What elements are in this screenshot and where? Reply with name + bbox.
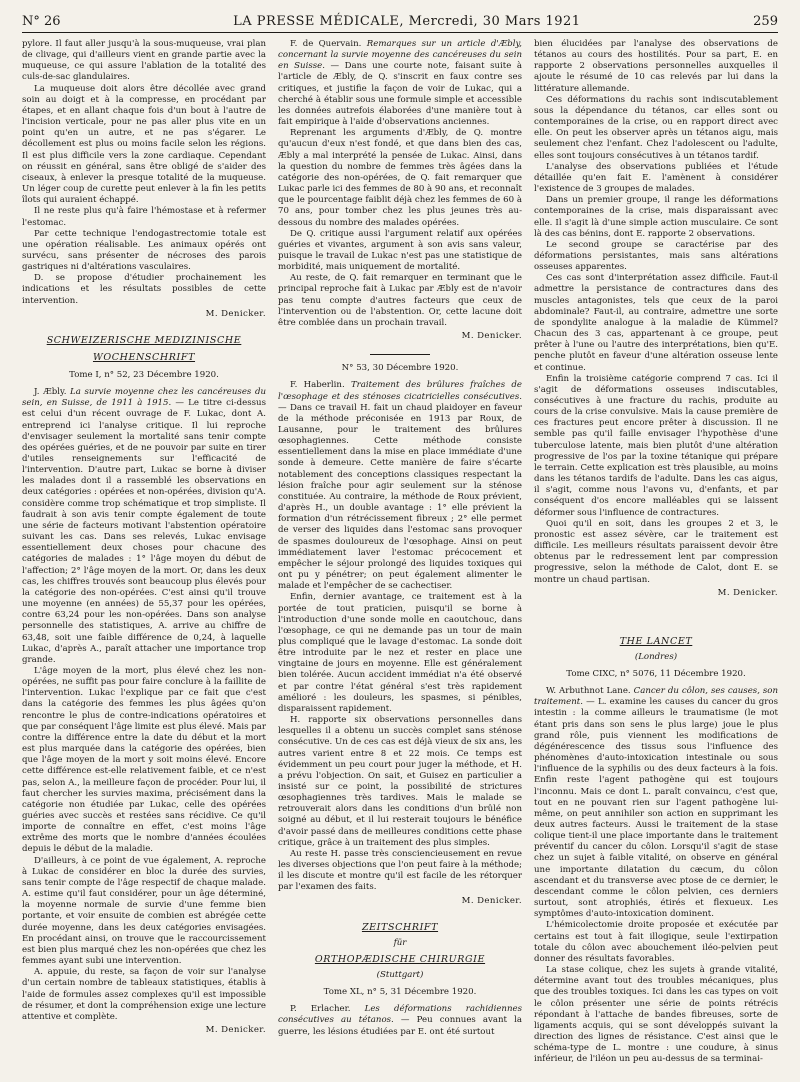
- column-1: [22, 39, 266, 1071]
- paragraph: Il ne reste plus qu'à faire l'hémostase et à refermer l'estomac.: [22, 206, 266, 228]
- article-title: Cancer du côlon, ses causes, son traitement.: [534, 686, 778, 708]
- paragraph: Enfin la troisième catégorie comprend 7 cas. Ici il s'agit de déformations osseuses indiscutables, consécutives à une fracture du rachis, produite au cours de la crise convulsive. Mais la cause première de ces fractures peut encore prêter à discussion. Il ne semble pas qu'il faille envisager l'hypothèse d'une tuberculose latente, mais bien plutôt d'une altération progressive de l'os par la toxine tétanique qui prépare le terrain. Cette explication est très plausible, au moins dans les tétanos tardifs de l'adulte. Dans les cas aigus, il s'agit, comme nous l'avons vu, d'enfants, et par conséquent d'os encore malléables qui se laissent déformer sous l'influence de contractures.: [534, 373, 778, 518]
- article-author: W. Arbuthnot Lane.: [546, 686, 631, 697]
- article-abstract: [278, 380, 522, 592]
- article-text: — Dans une courte note, faisant suite à l'article de Æbly, de Q. s'inscrit en faux contre ses critiques, et justifie la façon de voir de Lukac, qui a cherché à établir sous une formule simple et accessible les données autrefois élaborées d'une manière tout à fait empirique à l'aide d'observations anciennes.: [278, 61, 522, 128]
- section-title: THE LANCET: [619, 635, 693, 647]
- paragraph: D. se propose d'étudier prochainement les indications et les résultats possibles de cette intervention.: [22, 273, 266, 306]
- article-abstract: [278, 39, 522, 128]
- paragraph: Ces cas sont d'interprétation assez difficile. Faut-il admettre la persistance de contractures dans des muscles antagonistes, tels que ceux de la paroi abdominale? Faut-il, au contraire, admettre une sorte de spondylite analogue à la maladie de Kümmel? Chacun des 3 cas, appartenant à ce groupe, peut prêter à l'une ou l'autre des interprétations, bien qu'E. penche plutôt en faveur d'une altération osseuse lente et continue.: [534, 273, 778, 373]
- signature: M. Denicker.: [205, 308, 266, 319]
- paragraph: La muqueuse doit alors être décollée avec grand soin au doigt et à la compresse, en procédant par étapes, et en allant chaque fois d'un bout à l'autre de l'incision verticale, pour ne pas aller plus vite en un point qu'en un autre, et ne pas s'égarer. Le décollement est plus ou moins facile selon les régions. Il est plus difficile vers la zone cardiaque. Cependant on réussit en général, sans être obligé de s'aider des ciseaux, à enlever la presque totalité de la muqueuse. Un léger coup de curette peut enlever à la fin les petits îlots qui auraient échappé.: [22, 83, 266, 206]
- article-text: — Dans ce travail H. fait un chaud plaidoyer en faveur de la méthode préconisée en 1913 par Roux, de Lausanne, pour le traitement des brûlures œsophagiennes. Cette méthode consiste essentiellement dans la mise en place immédiate d'une sonde à demeure. Cette manière de faire s'écarte notablement des conceptions classiques respectant la lésion fraîche pour agir seulement sur la sténose constituée. Au contraire, la méthode de Roux prévient, d'après H., un double avantage : 1° elle prévient la formation d'un rétrécissement fibreux ; 2° elle permet de verser des liquides dans l'estomac sans provoquer de spasmes douloureux de l'œsophage. Ainsi on peut immédiatement laver l'estomac précocement et empêcher le séjour prolongé des liquides toxiques qui ont pu y pénétrer; on peut également alimenter le malade et l'empêcher de se cachectiser.: [278, 402, 522, 592]
- paragraph: Au reste H. passe très consciencieusement en revue les diverses objections que l'on peut faire à la méthode; il les discute et montre qu'il est facile de les rétorquer par l'examen des faits.: [278, 848, 522, 893]
- article-author: P. Erlacher.: [290, 1004, 351, 1015]
- signature: M. Denicker.: [205, 1024, 266, 1035]
- paragraph: pylore. Il faut aller jusqu'à la sous-muqueuse, vrai plan de clivage, qui d'ailleurs vient en grande partie avec la muqueuse, ce qui assure l'ablation de la totalité des culs-de-sac glandulaires.: [22, 39, 266, 83]
- section-title: WOCHENSCHRIFT: [92, 351, 196, 363]
- paragraph: Dans un premier groupe, il range les déformations contemporaines de la crise, mais disparaissant avec elle. Il s'agit là d'une simple action musculaire. Ce sont là des cas bénins, dont E. rapporte 2 observations.: [534, 195, 778, 239]
- paragraph: L'analyse des observations publiées et l'étude détaillée qu'en fait E. l'amènent à considérer l'existence de 3 groupes de malades.: [534, 161, 778, 195]
- article-author: F. Haberlin.: [290, 380, 345, 391]
- section-title: ORTHOPÆDISCHE CHIRURGIE: [314, 953, 486, 965]
- paragraph: Ces déformations du rachis sont indiscutablement sous la dépendance du tétanos, car elles sont ou contemporaines de la crise, ou en rapport direct avec elle. On peut les observer après un tétanos aigu, mais seulement chez l'enfant. Chez l'adolescent ou l'adulte, elles sont toujours consécutives à un tétanos tardif.: [534, 94, 778, 161]
- issue-line: Tome I, n° 52, 23 Décembre 1920.: [69, 369, 219, 380]
- section-title: ZEITSCHRIFT: [361, 921, 439, 933]
- article-abstract: [278, 1004, 522, 1037]
- paragraph: Par cette technique l'endogastrectomie totale est une opération réalisable. Les animaux opérés ont survécu, sans présenter de nécroses des parois gastriques ni d'altérations vasculaires.: [22, 228, 266, 273]
- section-place: (Londres): [634, 651, 678, 662]
- article-author: J. Æbly.: [34, 387, 67, 398]
- section-title: SCHWEIZERISCHE MEDIZINISCHE: [46, 334, 242, 346]
- article-text: — Peu connues avant la guerre, les lésions étudiées par E. ont été surtout: [278, 1015, 522, 1037]
- signature: M. Denicker.: [461, 331, 522, 342]
- article-title: Remarques sur un article d'Æbly, concernant la survie moyenne des cancéreuses du sein en Suisse.: [278, 39, 522, 72]
- column-3: [534, 39, 778, 1071]
- article-text: — L. examine les causes du cancer du gros intestin : la comme ailleurs le traumatisme (le mot étant pris dans son sens le plus large) joue le plus grand rôle, puis viennent les modifications de dégénérescence des tissus sous l'influence des phénomènes d'auto-intoxication intestinale ou sous l'influence de la syphilis ou des deux facteurs à la fois. Enfin reste l'agent pathogène qui est toujours l'inconnu. Mais ce dont L. paraît convaincu, c'est que, tout en ne pouvant rien sur l'agent pathogène lui-même, on peut annihiler son action en supprimant les deux autres facteurs. Aussi le traitement de la stase colique tient-il une place importante dans le traitement préventif du cancer du côlon. Lorsqu'il s'agit de stase chez un sujet à faible vitalité, on observe en général une importante dilatation du cæcum, du côlon ascendant et du transverse avec ptose de ce dernier, le descendant comme le côlon pelvien, ces derniers surtout, sont atrophiés, étirés et flexueux. Les symptômes d'auto-intoxication dominent.: [534, 697, 778, 920]
- paragraph: L'âge moyen de la mort, plus élevé chez les non-opérées, ne suffit pas pour faire conclure à la faillite de l'intervention. Lukac l'explique par ce fait que c'est dans la catégorie des femmes les plus âgées qu'on rencontre le plus de contre-indications opératoires et que par conséquent l'âge limite est plus élevé. Mais par contre la différence entre la date du début et la mort est plus marquée dans la catégorie des opérées, bien que l'âge moyen de la mort y soit moins élevé. Encore cette différence est-elle relativement faible, et ce n'est pas, selon A., la meilleure façon de procéder. Pour lui, il faut chercher les survies maxima, précisément dans la catégorie non étudiée par Lukac, celle des opérées guéries avec succès et restées sans récidive. Ce qu'il importe de connaître en effet, c'est moins l'âge extrême des morts que le nombre d'années écoulées depuis le début de la maladie.: [22, 665, 266, 855]
- paragraph: De Q. critique aussi l'argument relatif aux opérées guéries et vivantes, argument à son avis sans valeur, puisque le travail de Lukac n'est pas une statistique de morbidité, mais uniquement de mortalité.: [278, 228, 522, 273]
- section-place: (Stuttgart): [376, 969, 424, 980]
- signature: M. Denicker.: [461, 895, 522, 906]
- text-columns: [22, 39, 778, 1071]
- paragraph: Enfin, dernier avantage, ce traitement est à la portée de tout praticien, puisqu'il se borne à l'introduction d'une sonde molle en caoutchouc, dans l'œsophage, ce qui ne demande pas un tour de main plus compliqué que le lavage d'estomac. La sonde doit être introduite par le nez et rester en place une vingtaine de jours en moyenne. Elle est généralement bien tolérée. Aucun accident immédiat n'a été observé et par contre l'état général s'est très rapidement amélioré : les douleurs, les spasmes, si pénibles, disparaissent rapidement.: [278, 592, 522, 714]
- issue-line: Tome XL, n° 5, 31 Décembre 1920.: [323, 987, 477, 998]
- article-abstract: [22, 387, 266, 666]
- article-title: La survie moyenne chez les cancéreuses du sein, en Suisse, de 1911 à 1915.: [22, 387, 266, 409]
- section-subtitle: für: [393, 937, 407, 948]
- issue-line: Tome CIXC, n° 5076, 11 Décembre 1920.: [566, 668, 746, 679]
- page-header: [22, 14, 778, 33]
- paragraph: La stase colique, chez les sujets à grande vitalité, détermine avant tout des troubles mécaniques, plus que des troubles toxiques. Ici dans les cas types on voit le côlon présenter une série de points rétrécis répondant à l'attache de bandes fibreuses, sorte de ligaments acquis, qui se sont développés suivant la direction des lignes de résistance. C'est ainsi que le schéma-type de L. montre : une coudure, à sinus inférieur, de l'iléon un peu au-dessus de sa terminai-: [534, 965, 778, 1065]
- column-2: [278, 39, 522, 1071]
- paragraph: Le second groupe se caractérise par des déformations persistantes, mais sans altérations osseuses apparentes.: [534, 239, 778, 273]
- article-text: — Le titre ci-dessus est celui d'un récent ouvrage de F. Lukac, dont A. entreprend ici l'analyse critique. Il lui reproche d'envisager seulement la mortalité sans tenir compte des opérées guéries, et de ne pouvoir par suite en tirer d'utiles renseignements sur l'efficacité de l'intervention. D'autre part, Lukac se borne à diviser les malades dont il a rassemblé les observations en deux catégories : opérées et non-opérées, division qu'A. considère comme trop schématique et trop simpliste. Il faudrait à son avis tenir compte également de toute une série de facteurs motivant l'abstention opératoire suivant les cas. Dans ses relevés, Lukac envisage essentiellement deux choses pour chacune des catégories de malades : 1° l'âge moyen du début de l'affection; 2° l'âge moyen de la mort. Or, dans les deux cas, les chiffres trouvés sont beaucoup plus élevés pour la catégorie des non-opérées. C'est ainsi qu'il trouve une moyenne (en années) de 55,37 pour les opérées, contre 63,24 pour les non-opérées. Dans son analyse personnelle des statistiques, A. arrive au chiffre de 63,48, soit une faible différence de 0,24, à laquelle Lukac, d'après A., paraît attacher une importance trop grande.: [22, 398, 266, 665]
- paragraph: D'ailleurs, à ce point de vue également, A. reproche à Lukac de considérer en bloc la durée des survies, sans tenir compte de l'âge respectif de chaque malade. A. estime qu'il faut considérer, pour un âge déterminé, la moyenne normale de survie d'une femme bien portante, et voir ensuite de combien est abrégée cette durée moyenne, dans les deux catégories envisagées. En procédant ainsi, on trouve que le raccourcissement est bien plus marqué chez les non-opérées que chez les femmes ayant subi une intervention.: [22, 855, 266, 967]
- paragraph: A. appuie, du reste, sa façon de voir sur l'analyse d'un certain nombre de tableaux statistiques, établis à l'aide de formules assez complexes qu'il est impossible de résumer, et dont la compréhension exige une lecture attentive et complète.: [22, 967, 266, 1022]
- journal-title: LA PRESSE MÉDICALE, Mercredi, 30 Mars 1921: [233, 14, 581, 29]
- paragraph: L'hémicolectomie droite proposée et exécutée par certains est tout à fait illogique, seule l'extirpation totale du côlon avec abouchement iléo-pelvien peut donner des résultats favorables.: [534, 920, 778, 964]
- paragraph: Reprenant les arguments d'Æbly, de Q. montre qu'aucun d'eux n'est fondé, et que dans bien des cas, Æbly a mal interprété la pensée de Lukac. Ainsi, dans la question du nombre de femmes très âgées dans la catégorie des non-opérées, de Q. fait remarquer que Lukac parle ici des femmes de 80 à 90 ans, et reconnaît que le pourcentage faiblit déjà chez les femmes de 60 à 70 ans, pour tomber chez les plus jeunes très au-dessous du nombre des malades opérées.: [278, 128, 522, 228]
- signature: M. Denicker.: [717, 587, 778, 598]
- article-abstract: [534, 686, 778, 920]
- page-number-right: 259: [753, 14, 778, 29]
- paragraph: bien élucidées par l'analyse des observations de tétanos au cours des hostilités. Pour sa part, E. en rapporte 2 observations personnelles auxquelles il ajoute le résumé de 10 cas relevés par lui dans la littérature allemande.: [534, 39, 778, 94]
- article-author: F. de Quervain.: [290, 39, 362, 49]
- article-title: Les déformations rachidiennes consécutives au tétanos.: [278, 1004, 522, 1026]
- paragraph: H. rapporte six observations personnelles dans lesquelles il a obtenu un succès complet sans sténose consécutive. Un de ces cas est déjà vieux de six ans, les autres varient entre 8 et 22 mois. Ce temps est évidemment un peu court pour juger la méthode, et H. a prévu l'objection. On sait, et Guisez en particulier a insisté sur ce point, la possibilité de strictures œsophagiennes très tardives. Mais le malade se retrouverait alors dans les conditions d'un brûlé non soigné au début, et il lui resterait toujours le bénéfice d'avoir passé dans de meilleures conditions cette phase critique, grâce à un traitement des plus simples.: [278, 715, 522, 848]
- paragraph: Quoi qu'il en soit, dans les groupes 2 et 3, le pronostic est assez sévère, car le traitement est difficile. Les meilleurs résultats paraissent devoir être obtenus par le redressement lent par compression progressive, selon la méthode de Calot, dont E. se montre un chaud partisan.: [534, 518, 778, 585]
- article-title: Traitement des brûlures fraîches de l'œsophage et des sténoses cicatricielles consécutives.: [278, 380, 522, 402]
- page-number-left: N° 26: [22, 14, 61, 29]
- paragraph: Au reste, de Q. fait remarquer en terminant que le principal reproche fait à Lukac par Æbly est de n'avoir pas tenu compte d'autres facteurs que ceux de l'intervention ou de l'abstention. Or, cette lacune doit être comblée dans un prochain travail.: [278, 273, 522, 328]
- issue-line: N° 53, 30 Décembre 1920.: [341, 363, 459, 374]
- divider: [370, 354, 430, 355]
